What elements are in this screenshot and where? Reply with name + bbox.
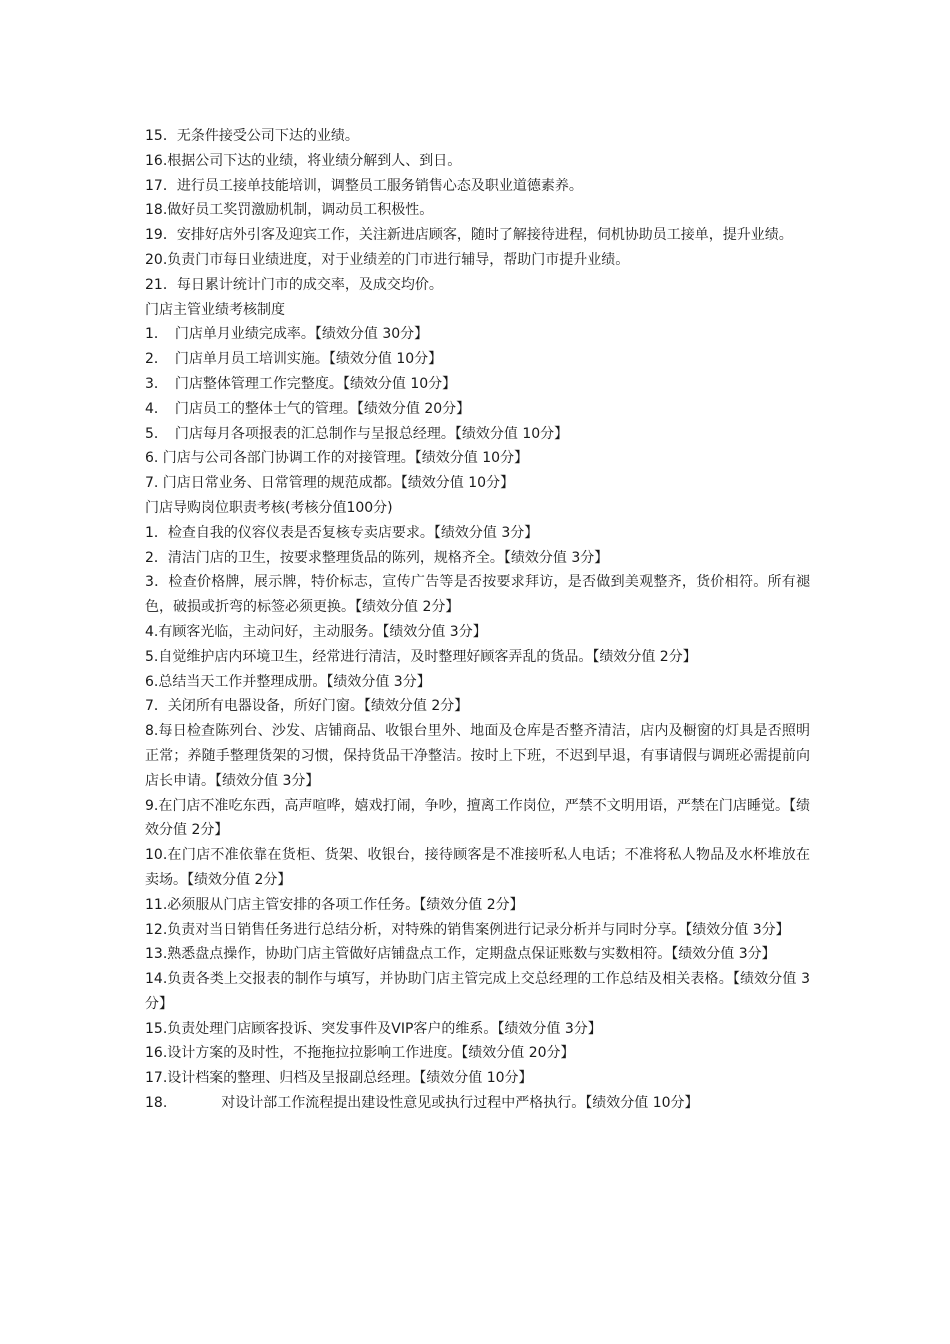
list-item: 7．关闭所有电器设备，所好门窗。【绩效分值 2分】 — [145, 698, 469, 715]
list-item: 4.有顾客光临，主动问好，主动服务。【绩效分值 3分】 — [145, 623, 487, 640]
list-item: 1． 门店单月业绩完成率。【绩效分值 30分】 — [145, 326, 429, 343]
list-item: 7. 门店日常业务、日常管理的规范成都。【绩效分值 10分】 — [145, 475, 515, 492]
list-item: 3．检查价格牌，展示牌，特价标志，宣传广告等是否按要求拜访，是否做到美观整齐，货价相符。所有褪色，破损或折弯的标签必须更换。【绩效分值 2分】 — [145, 574, 810, 616]
list-item-text: 对设计部工作流程提出建设性意见或执行过程中严格执行。【绩效分值 10分】 — [221, 1095, 699, 1112]
list-item: 10.在门店不准依靠在货柜、货架、收银台，接待顾客是不准接听私人电话；不准将私人物品及水杯堆放在卖场。【绩效分值 2分】 — [145, 847, 810, 888]
list-item: 19．安排好店外引客及迎宾工作，关注新进店顾客，随时了解接待进程，伺机协助员工接单，提升业绩。 — [145, 227, 793, 244]
list-item: 15.负责处理门店顾客投诉、突发事件及VIP客户的维系。【绩效分值 3分】 — [145, 1020, 602, 1037]
list-item: 15．无条件接受公司下达的业绩。 — [145, 128, 359, 144]
document-page — [145, 124, 810, 1116]
list-item: 16.根据公司下达的业绩，将业绩分解到人、到日。 — [145, 152, 462, 169]
list-item: 17．进行员工接单技能培训，调整员工服务销售心态及职业道德素养。 — [145, 177, 583, 194]
list-item: 8.每日检查陈列台、沙发、店铺商品、收银台里外、地面及仓库是否整齐清洁，店内及橱窗的灯具是否照明正常；养随手整理货架的习惯，保持货品干净整洁。按时上下班，不迟到早退，有事请假与调班必需提前向店长申请。【绩效分值 3分】 — [145, 723, 810, 789]
list-item: 3． 门店整体管理工作完整度。【绩效分值 10分】 — [145, 375, 457, 392]
list-item: 16.设计方案的及时性，不拖拖拉拉影响工作进度。【绩效分值 20分】 — [145, 1045, 575, 1062]
section-title: 门店导购岗位职责考核(考核分值100分) — [145, 499, 393, 516]
list-item: 5． 门店每月各项报表的汇总制作与呈报总经理。【绩效分值 10分】 — [145, 425, 569, 442]
list-item: 6. 门店与公司各部门协调工作的对接管理。【绩效分值 10分】 — [145, 450, 529, 467]
list-item-last — [145, 1091, 810, 1116]
list-item: 18.做好员工奖罚激励机制，调动员工积极性。 — [145, 202, 434, 219]
list-item: 11.必须服从门店主管安排的各项工作任务。【绩效分值 2分】 — [145, 896, 524, 913]
list-item: 17.设计档案的整理、归档及呈报副总经理。【绩效分值 10分】 — [145, 1070, 533, 1087]
list-item: 21．每日累计统计门市的成交率，及成交均价。 — [145, 276, 443, 293]
section-manager-assessment — [145, 298, 810, 496]
list-item-number: 18. — [145, 1095, 168, 1112]
list-item: 1．检查自我的仪容仪表是否复核专卖店要求。【绩效分值 3分】 — [145, 524, 539, 541]
list-item: 2． 门店单月员工培训实施。【绩效分值 10分】 — [145, 351, 443, 368]
section-duties-list — [145, 124, 810, 298]
list-item: 9.在门店不准吃东西，高声喧哗，嬉戏打闹，争吵，擅离工作岗位，严禁不文明用语，严禁在门店睡觉。【绩效分值 2分】 — [145, 797, 810, 839]
list-item: 13.熟悉盘点操作，协助门店主管做好店铺盘点工作，定期盘点保证账数与实数相符。【绩效分值 3分】 — [145, 946, 776, 963]
list-item: 5.自觉维护店内环境卫生，经常进行清洁，及时整理好顾客弄乱的货品。【绩效分值 2分】 — [145, 648, 697, 665]
list-item: 14.负责各类上交报表的制作与填写，并协助门店主管完成上交总经理的工作总结及相关表格。【绩效分值 3分】 — [145, 971, 810, 1012]
list-item: 20.负责门市每日业绩进度，对于业绩差的门市进行辅导，帮助门市提升业绩。 — [145, 251, 630, 268]
section-sales-assessment — [145, 496, 810, 1116]
list-item: 6.总结当天工作并整理成册。【绩效分值 3分】 — [145, 673, 431, 690]
list-item: 2．清洁门店的卫生，按要求整理货品的陈列，规格齐全。【绩效分值 3分】 — [145, 549, 609, 566]
section-title: 门店主管业绩考核制度 — [145, 301, 285, 318]
list-item: 4． 门店员工的整体士气的管理。【绩效分值 20分】 — [145, 400, 471, 417]
list-item: 12.负责对当日销售任务进行总结分析，对特殊的销售案例进行记录分析并与同时分享。【绩效分值 3分】 — [145, 921, 790, 938]
